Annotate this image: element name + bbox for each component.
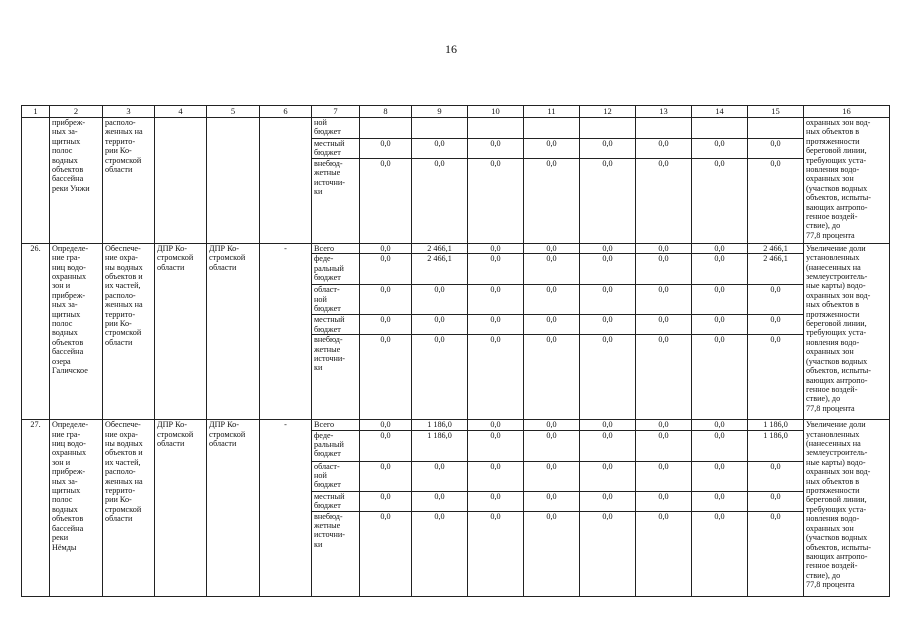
deadline-cell: - xyxy=(260,420,312,596)
amount-cell: 0,0 xyxy=(636,420,692,430)
amount-cell: 0,0 xyxy=(360,511,412,596)
header-cell: 11 xyxy=(524,106,580,118)
amount-cell: 0,0 xyxy=(360,420,412,430)
header-cell: 5 xyxy=(207,106,260,118)
header-cell: 10 xyxy=(468,106,524,118)
header-cell: 3 xyxy=(103,106,155,118)
amount-cell: 1 186,0 xyxy=(412,420,468,430)
row-number-cell: 27. xyxy=(22,420,50,596)
amount-cell: 0,0 xyxy=(524,491,580,511)
amount-cell: 0,0 xyxy=(692,254,748,285)
amount-cell: 2 466,1 xyxy=(748,254,804,285)
amount-cell: 0,0 xyxy=(692,285,748,315)
amount-cell: 0,0 xyxy=(360,491,412,511)
amount-cell: 0,0 xyxy=(692,243,748,253)
amount-cell: 0,0 xyxy=(580,420,636,430)
coexecutor-cell: ДПР Ко- стромской области xyxy=(207,420,260,596)
amount-cell: 0,0 xyxy=(468,254,524,285)
amount-cell: 0,0 xyxy=(360,315,412,335)
header-cell: 7 xyxy=(312,106,360,118)
amount-cell xyxy=(580,118,636,139)
amount-cell: 0,0 xyxy=(636,139,692,159)
amount-cell: 0,0 xyxy=(524,243,580,253)
amount-cell xyxy=(692,118,748,139)
amount-cell: 0,0 xyxy=(580,430,636,461)
amount-cell: 0,0 xyxy=(748,285,804,315)
amount-cell xyxy=(636,118,692,139)
amount-cell: 0,0 xyxy=(636,315,692,335)
activity-name-cell: прибреж- ных за- щитных полос водных объектов бассейна реки Унжи xyxy=(50,118,103,244)
funding-source-cell: област- ной бюджет xyxy=(312,461,360,491)
amount-cell: 0,0 xyxy=(748,335,804,420)
amount-cell xyxy=(468,118,524,139)
amount-cell xyxy=(360,118,412,139)
amount-cell: 0,0 xyxy=(580,139,636,159)
amount-cell: 0,0 xyxy=(692,420,748,430)
header-cell: 8 xyxy=(360,106,412,118)
amount-cell: 0,0 xyxy=(748,511,804,596)
amount-cell: 0,0 xyxy=(524,461,580,491)
amount-cell: 0,0 xyxy=(524,430,580,461)
funding-source-cell: внебюд- жетные источни- ки xyxy=(312,158,360,243)
activity-name-cell: Определе- ние гра- ниц водо- охранных зон и прибреж- ных за- щитных полос водных объектов бассейна реки Нёмды xyxy=(50,420,103,596)
header-cell: 1 xyxy=(22,106,50,118)
indicator-cell: Увеличение доли установленных (нанесенных на землеустроитель- ные карты) водо- охранных зон вод- ных объектов в протяженности береговой линии, требующих уста- новления водо- охранных зон (участков водных объектов, испыты- вающих антропо- генное воздей- ствие), до 77,8 процента xyxy=(804,420,890,596)
page-number: 16 xyxy=(445,42,457,56)
amount-cell: 0,0 xyxy=(748,461,804,491)
amount-cell: 1 186,0 xyxy=(748,430,804,461)
amount-cell: 0,0 xyxy=(580,285,636,315)
amount-cell: 0,0 xyxy=(524,254,580,285)
amount-cell: 0,0 xyxy=(580,254,636,285)
executor-cell xyxy=(155,118,207,244)
funding-source-cell: област- ной бюджет xyxy=(312,285,360,315)
amount-cell: 0,0 xyxy=(580,335,636,420)
amount-cell: 0,0 xyxy=(748,491,804,511)
amount-cell: 1 186,0 xyxy=(412,430,468,461)
amount-cell: 0,0 xyxy=(360,430,412,461)
amount-cell: 0,0 xyxy=(580,491,636,511)
indicator-cell: охранных зон вод- ных объектов в протяженности береговой линии, требующих уста- новления водо- охранных зон (участков водных объектов, испыты- вающих антропо- генное воздей- ствие), до 77,8 процента xyxy=(804,118,890,244)
amount-cell: 0,0 xyxy=(580,315,636,335)
amount-cell: 0,0 xyxy=(468,335,524,420)
funding-source-cell: местный бюджет xyxy=(312,139,360,159)
amount-cell: 0,0 xyxy=(636,491,692,511)
amount-cell: 0,0 xyxy=(412,461,468,491)
amount-cell: 0,0 xyxy=(692,491,748,511)
amount-cell: 0,0 xyxy=(748,139,804,159)
amount-cell: 0,0 xyxy=(412,158,468,243)
funding-source-cell: Всего xyxy=(312,420,360,430)
amount-cell: 0,0 xyxy=(636,243,692,253)
amount-cell: 0,0 xyxy=(580,158,636,243)
amount-cell: 0,0 xyxy=(692,315,748,335)
row-number-cell: 26. xyxy=(22,243,50,419)
amount-cell: 0,0 xyxy=(524,420,580,430)
amount-cell: 0,0 xyxy=(748,315,804,335)
activity-name-cell: Определе- ние гра- ниц водо- охранных зон и прибреж- ных за- щитных полос водных объектов бассейна озера Галичское xyxy=(50,243,103,419)
amount-cell: 0,0 xyxy=(412,139,468,159)
amount-cell: 0,0 xyxy=(692,430,748,461)
amount-cell: 0,0 xyxy=(636,430,692,461)
amount-cell: 0,0 xyxy=(692,139,748,159)
header-cell: 15 xyxy=(748,106,804,118)
activity-goal-cell: располо- женных на террито- рии Ко- стромской области xyxy=(103,118,155,244)
amount-cell: 0,0 xyxy=(580,243,636,253)
amount-cell: 0,0 xyxy=(360,335,412,420)
amount-cell: 0,0 xyxy=(468,420,524,430)
amount-cell: 2 466,1 xyxy=(412,254,468,285)
amount-cell: 0,0 xyxy=(524,335,580,420)
table-row xyxy=(22,243,890,253)
deadline-cell: - xyxy=(260,243,312,419)
funding-source-cell: Всего xyxy=(312,243,360,253)
activity-goal-cell: Обеспече- ние охра- ны водных объектов и их частей, располо- женных на террито- рии Ко- стромской области xyxy=(103,243,155,419)
amount-cell: 2 466,1 xyxy=(412,243,468,253)
funding-source-cell: внебюд- жетные источни- ки xyxy=(312,335,360,420)
deadline-cell xyxy=(260,118,312,244)
header-cell: 6 xyxy=(260,106,312,118)
header-row xyxy=(22,106,890,118)
amount-cell: 0,0 xyxy=(468,511,524,596)
amount-cell: 0,0 xyxy=(636,158,692,243)
amount-cell: 0,0 xyxy=(360,243,412,253)
program-table xyxy=(21,105,890,597)
header-cell: 12 xyxy=(580,106,636,118)
header-cell: 14 xyxy=(692,106,748,118)
amount-cell: 0,0 xyxy=(360,285,412,315)
amount-cell: 0,0 xyxy=(412,315,468,335)
row-number-cell xyxy=(22,118,50,244)
amount-cell: 0,0 xyxy=(360,158,412,243)
header-cell: 9 xyxy=(412,106,468,118)
amount-cell xyxy=(524,118,580,139)
amount-cell: 0,0 xyxy=(524,139,580,159)
funding-source-cell: внебюд- жетные источни- ки xyxy=(312,511,360,596)
indicator-cell: Увеличение доли установленных (нанесенных на землеустроитель- ные карты) водо- охранных зон вод- ных объектов в протяженности береговой линии, требующих уста- новления водо- охранных зон (участков водных объектов, испыты- вающих антропо- генное воздей- ствие), до 77,8 процента xyxy=(804,243,890,419)
amount-cell: 0,0 xyxy=(412,335,468,420)
activity-goal-cell: Обеспече- ние охра- ны водных объектов и их частей, располо- женных на террито- рии Ко- стромской области xyxy=(103,420,155,596)
amount-cell: 0,0 xyxy=(412,285,468,315)
funding-source-cell: феде- ральный бюджет xyxy=(312,254,360,285)
amount-cell: 0,0 xyxy=(580,461,636,491)
executor-cell: ДПР Ко- стромской области xyxy=(155,243,207,419)
amount-cell: 0,0 xyxy=(524,285,580,315)
amount-cell: 1 186,0 xyxy=(748,420,804,430)
amount-cell: 0,0 xyxy=(524,158,580,243)
amount-cell: 0,0 xyxy=(692,335,748,420)
amount-cell xyxy=(748,118,804,139)
amount-cell: 0,0 xyxy=(636,285,692,315)
amount-cell: 0,0 xyxy=(692,461,748,491)
coexecutor-cell xyxy=(207,118,260,244)
amount-cell: 0,0 xyxy=(692,511,748,596)
amount-cell: 0,0 xyxy=(636,254,692,285)
amount-cell: 0,0 xyxy=(580,511,636,596)
header-cell: 2 xyxy=(50,106,103,118)
header-cell: 13 xyxy=(636,106,692,118)
amount-cell: 0,0 xyxy=(692,158,748,243)
table-row xyxy=(22,420,890,430)
amount-cell: 0,0 xyxy=(468,461,524,491)
funding-source-cell: местный бюджет xyxy=(312,315,360,335)
table-row xyxy=(22,118,890,139)
amount-cell: 0,0 xyxy=(468,158,524,243)
amount-cell: 0,0 xyxy=(524,315,580,335)
amount-cell: 0,0 xyxy=(468,139,524,159)
amount-cell: 2 466,1 xyxy=(748,243,804,253)
executor-cell: ДПР Ко- стромской области xyxy=(155,420,207,596)
header-cell: 4 xyxy=(155,106,207,118)
funding-source-cell: местный бюджет xyxy=(312,491,360,511)
amount-cell: 0,0 xyxy=(468,430,524,461)
amount-cell xyxy=(412,118,468,139)
amount-cell: 0,0 xyxy=(468,243,524,253)
header-cell: 16 xyxy=(804,106,890,118)
amount-cell: 0,0 xyxy=(748,158,804,243)
amount-cell: 0,0 xyxy=(468,315,524,335)
amount-cell: 0,0 xyxy=(360,461,412,491)
amount-cell: 0,0 xyxy=(412,511,468,596)
amount-cell: 0,0 xyxy=(468,285,524,315)
amount-cell: 0,0 xyxy=(412,491,468,511)
amount-cell: 0,0 xyxy=(636,511,692,596)
amount-cell: 0,0 xyxy=(524,511,580,596)
coexecutor-cell: ДПР Ко- стромской области xyxy=(207,243,260,419)
funding-source-cell: феде- ральный бюджет xyxy=(312,430,360,461)
amount-cell: 0,0 xyxy=(636,461,692,491)
amount-cell: 0,0 xyxy=(636,335,692,420)
amount-cell: 0,0 xyxy=(360,254,412,285)
funding-source-cell: ной бюджет xyxy=(312,118,360,139)
amount-cell: 0,0 xyxy=(360,139,412,159)
amount-cell: 0,0 xyxy=(468,491,524,511)
